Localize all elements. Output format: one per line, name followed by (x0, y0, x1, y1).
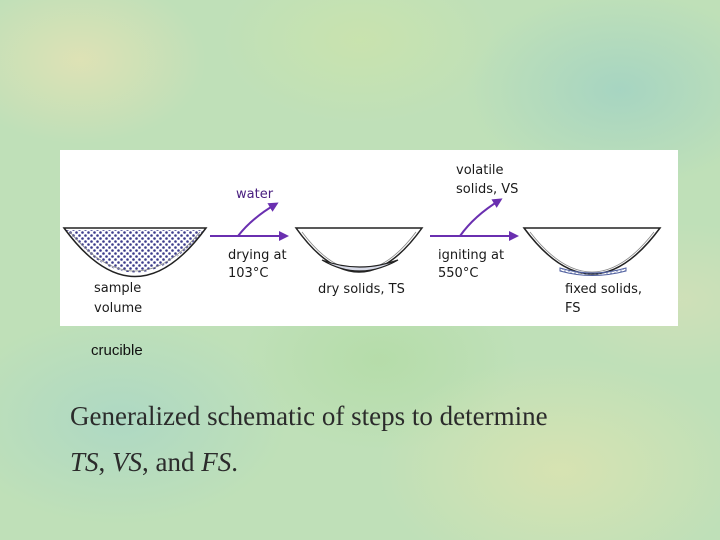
crucible-fixed-solids (524, 228, 660, 276)
caption-vs: VS (112, 447, 143, 477)
caption-line-1: Generalized schematic of steps to determine (70, 401, 548, 431)
dry-solids-label: dry solids, TS (318, 282, 405, 297)
crucible-2-outline (296, 228, 422, 272)
caption-sep-2: , and (142, 447, 202, 477)
drying-label-line2: 103°C (228, 266, 269, 281)
fixed-solids-label-line2: FS (565, 301, 581, 316)
volatile-arrow (460, 200, 500, 236)
crucible-sample (64, 228, 206, 277)
water-label: water (236, 187, 274, 202)
main-caption (70, 393, 690, 485)
volatile-label-line1: volatile (456, 163, 504, 178)
caption-fs: FS (201, 447, 232, 477)
fixed-solids-label-line1: fixed solids, (565, 282, 642, 297)
water-arrow (238, 204, 276, 236)
sample-label-line1: sample (94, 281, 142, 296)
schematic-figure (60, 150, 678, 326)
caption-end: . (231, 447, 239, 477)
caption-sep-1: , (98, 447, 113, 477)
crucible-label: crucible (91, 342, 143, 359)
igniting-label-line2: 550°C (438, 266, 479, 281)
caption-line-2 (70, 439, 690, 485)
volatile-label-line2: solids, VS (456, 182, 519, 197)
caption-ts: TS (70, 447, 99, 477)
igniting-label-line1: igniting at (438, 248, 505, 263)
sample-label-line2: volume (94, 301, 143, 316)
sample-fill (66, 230, 204, 273)
crucible-dry-solids (296, 228, 422, 272)
crucible-3-outline (524, 228, 660, 274)
schematic-svg (60, 150, 678, 326)
drying-label-line1: drying at (228, 248, 287, 263)
